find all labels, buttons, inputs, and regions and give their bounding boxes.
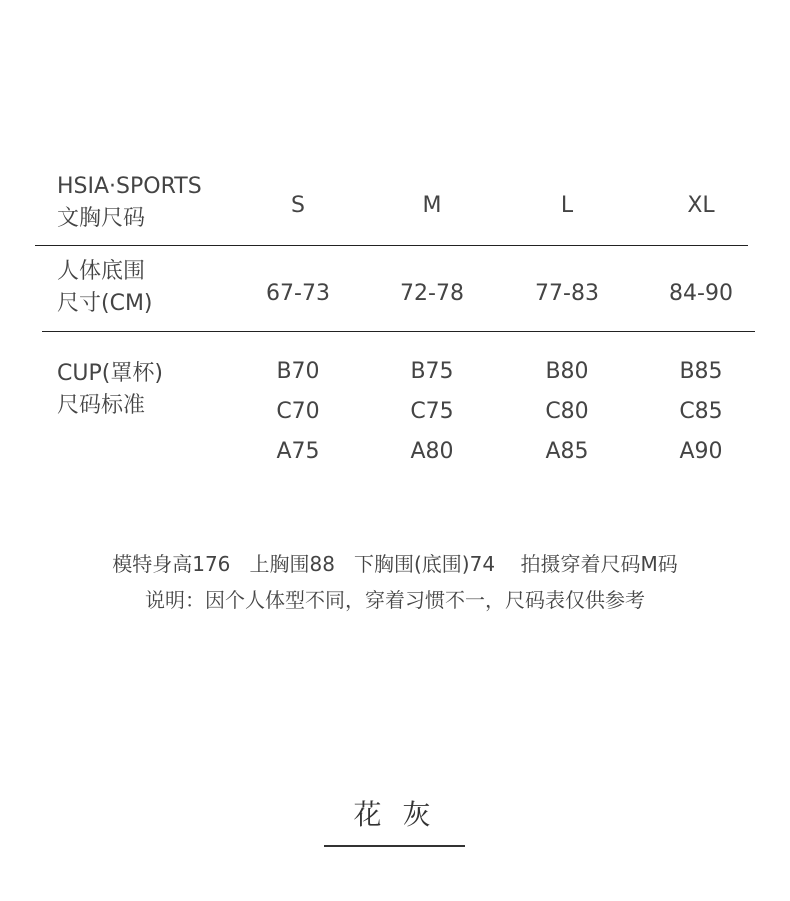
cup-value-s-3: A75 (276, 439, 320, 464)
color-section-title: 花 灰 (353, 798, 437, 831)
underbust-value-s: 67-73 (266, 281, 330, 306)
cup-value-xl-3: A90 (679, 439, 723, 464)
size-header-xl: XL (687, 193, 715, 218)
header-divider (35, 245, 748, 246)
size-disclaimer-note: 说明：因个人体型不同，穿着习惯不一，尺码表仅供参考 (145, 588, 645, 612)
size-header-s: S (291, 193, 305, 218)
size-header-m: M (422, 193, 442, 218)
cup-value-l-2: C80 (545, 399, 589, 424)
underbust-value-l: 77-83 (535, 281, 599, 306)
underbust-divider (42, 331, 755, 332)
brand-label: HSIA·SPORTS (57, 174, 202, 199)
model-info-note: 模特身高176 上胸围88 下胸围(底围)74 拍摄穿着尺码M码 (112, 552, 678, 576)
cup-value-m-1: B75 (410, 359, 454, 384)
cup-value-s-1: B70 (276, 359, 320, 384)
bra-size-label: 文胸尺码 (57, 206, 146, 231)
cup-value-m-3: A80 (410, 439, 454, 464)
size-header-l: L (560, 193, 574, 218)
cup-value-xl-2: C85 (679, 399, 723, 424)
cup-value-l-3: A85 (545, 439, 589, 464)
underbust-value-xl: 84-90 (669, 281, 733, 306)
color-title-underline (324, 845, 465, 847)
underbust-value-m: 72-78 (400, 281, 464, 306)
underbust-label-line2: 尺寸(CM) (57, 291, 153, 316)
underbust-label-line1: 人体底围 (57, 259, 146, 284)
cup-value-xl-1: B85 (679, 359, 723, 384)
cup-label-line1: CUP(罩杯) (57, 361, 163, 386)
cup-value-l-1: B80 (545, 359, 589, 384)
cup-value-s-2: C70 (276, 399, 320, 424)
cup-label-line2: 尺码标准 (57, 393, 146, 418)
cup-value-m-2: C75 (410, 399, 454, 424)
